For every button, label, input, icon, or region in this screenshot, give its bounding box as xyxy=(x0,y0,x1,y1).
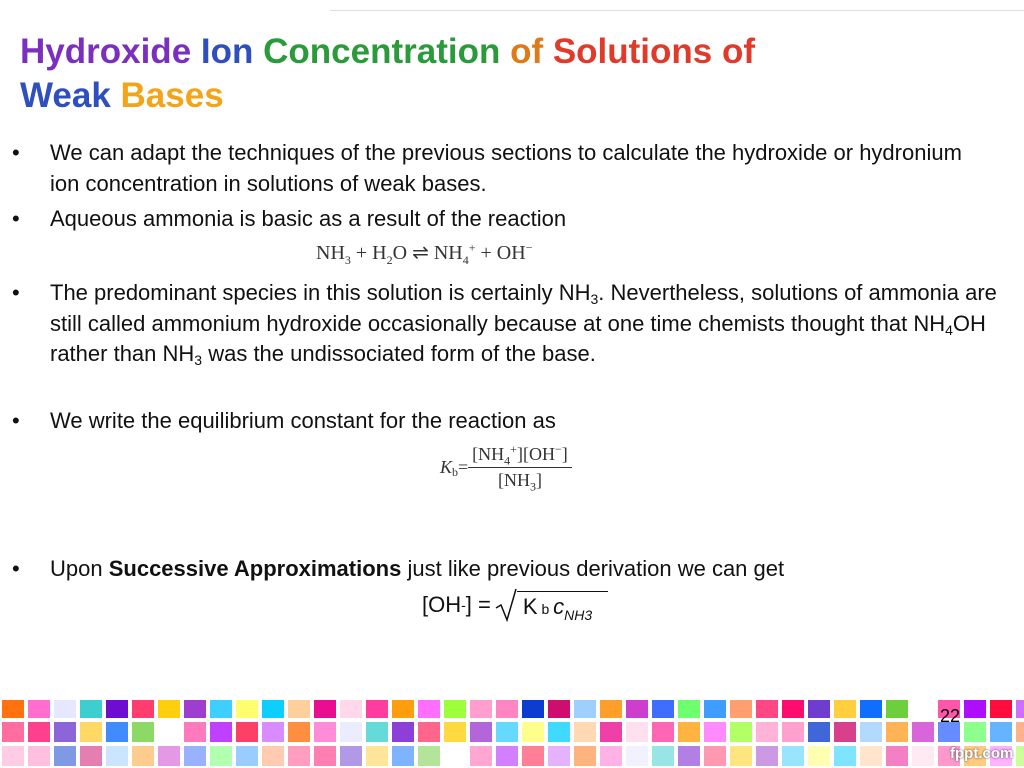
mosaic-tile xyxy=(28,722,50,742)
mosaic-tile xyxy=(444,722,466,742)
mosaic-tile xyxy=(106,722,128,742)
mosaic-tile xyxy=(964,700,986,718)
mosaic-tile xyxy=(704,746,726,766)
mosaic-tile xyxy=(912,722,934,742)
mosaic-tile xyxy=(1016,746,1024,766)
mosaic-tile xyxy=(782,722,804,742)
mosaic-tile xyxy=(314,746,336,766)
mosaic-tile xyxy=(106,746,128,766)
mosaic-tile xyxy=(314,700,336,718)
mosaic-tile xyxy=(990,700,1012,718)
mosaic-tile xyxy=(782,700,804,718)
mosaic-tile xyxy=(730,722,752,742)
mosaic-tile xyxy=(522,700,544,718)
title-word-7: Bases xyxy=(120,76,224,115)
mosaic-tile xyxy=(678,700,700,718)
mosaic-tile xyxy=(132,722,154,742)
mosaic-tile xyxy=(366,746,388,766)
mosaic-tile xyxy=(626,746,648,766)
mosaic-tile xyxy=(80,722,102,742)
mosaic-tile xyxy=(340,746,362,766)
bullet-2-text: Aqueous ammonia is basic as a result of the reaction xyxy=(50,206,567,231)
mosaic-tile xyxy=(210,746,232,766)
mosaic-tile xyxy=(678,722,700,742)
mosaic-tile xyxy=(834,746,856,766)
mosaic-tile xyxy=(418,700,440,718)
mosaic-tile xyxy=(470,722,492,742)
mosaic-tile xyxy=(366,700,388,718)
mosaic-tile xyxy=(132,746,154,766)
mosaic-tile xyxy=(288,700,310,718)
mosaic-tile xyxy=(860,700,882,718)
mosaic-tile xyxy=(80,746,102,766)
mosaic-tile xyxy=(210,700,232,718)
mosaic-tile xyxy=(2,746,24,766)
mosaic-tile xyxy=(54,700,76,718)
mosaic-tile xyxy=(574,746,596,766)
mosaic-tile xyxy=(28,746,50,766)
mosaic-tile xyxy=(54,746,76,766)
mosaic-tile xyxy=(600,746,622,766)
mosaic-tile xyxy=(158,700,180,718)
mosaic-tile xyxy=(626,722,648,742)
mosaic-tile xyxy=(236,722,258,742)
mosaic-tile xyxy=(496,746,518,766)
bullet-1-marker: • xyxy=(12,140,20,165)
title-word-3: Concentration xyxy=(263,32,511,71)
mosaic-tile xyxy=(756,700,778,718)
mosaic-tile xyxy=(288,722,310,742)
kb-fraction: $\frac{[NH_4^+][OH^-]}{[NH_3]}$ xyxy=(468,444,572,491)
mosaic-tile xyxy=(262,746,284,766)
title-word-2: Ion xyxy=(200,32,264,71)
mosaic-tile xyxy=(990,722,1012,742)
mosaic-tile xyxy=(132,700,154,718)
mosaic-tile xyxy=(28,700,50,718)
mosaic-tile xyxy=(886,746,908,766)
mosaic-tile xyxy=(886,700,908,718)
mosaic-tile xyxy=(314,722,336,742)
bullet-1-text: We can adapt the techniques of the previous sections to calculate the hydroxide or hydronium ion concentration in solutions of weak bases. xyxy=(50,140,962,196)
mosaic-tile xyxy=(184,746,206,766)
mosaic-tile xyxy=(444,700,466,718)
mosaic-tile xyxy=(184,722,206,742)
mosaic-tile xyxy=(574,700,596,718)
kb-expression: K b = $\frac{[NH_4^+][OH^-]}{[NH_3]}$ xyxy=(440,444,572,491)
mosaic-tile xyxy=(80,700,102,718)
mosaic-tile xyxy=(912,700,934,718)
mosaic-tile xyxy=(834,722,856,742)
mosaic-tile xyxy=(236,746,258,766)
mosaic-tile xyxy=(288,746,310,766)
mosaic-tile xyxy=(600,700,622,718)
mosaic-tile xyxy=(704,722,726,742)
mosaic-tile xyxy=(548,722,570,742)
mosaic-tile xyxy=(704,700,726,718)
mosaic-tile xyxy=(106,700,128,718)
mosaic-tile xyxy=(392,746,414,766)
mosaic-tile xyxy=(808,746,830,766)
bullet-2-marker: • xyxy=(12,206,20,231)
mosaic-tile xyxy=(834,700,856,718)
mosaic-tile xyxy=(158,746,180,766)
mosaic-tile xyxy=(652,700,674,718)
mosaic-tile xyxy=(1016,700,1024,718)
mosaic-tile xyxy=(236,700,258,718)
top-rule xyxy=(330,10,1024,11)
mosaic-tile xyxy=(600,722,622,742)
mosaic-tile xyxy=(340,722,362,742)
page-number: 22 xyxy=(940,706,961,726)
mosaic-tile xyxy=(522,722,544,742)
mosaic-tile xyxy=(340,700,362,718)
mosaic-tile xyxy=(912,746,934,766)
mosaic-tile xyxy=(496,722,518,742)
slide-title xyxy=(20,30,755,118)
mosaic-tile xyxy=(418,722,440,742)
mosaic-tile xyxy=(444,746,466,766)
reaction-equation: $NH_3 + H_2O$ ⇌ $NH_4^+ + OH^-$ xyxy=(316,240,533,267)
mosaic-tile xyxy=(210,722,232,742)
mosaic-tile xyxy=(860,746,882,766)
mosaic-tile xyxy=(470,746,492,766)
mosaic-tile xyxy=(782,746,804,766)
mosaic-tile xyxy=(392,722,414,742)
mosaic-tile xyxy=(366,722,388,742)
title-word-6: Weak xyxy=(20,76,121,115)
bullet-3-marker: • xyxy=(12,280,20,305)
mosaic-tile xyxy=(184,700,206,718)
mosaic-tile xyxy=(470,700,492,718)
bullet-5-marker: • xyxy=(12,556,20,581)
mosaic-tile xyxy=(626,700,648,718)
fppt-logo: fppt.com xyxy=(950,745,1014,762)
mosaic-tile xyxy=(262,700,284,718)
mosaic-tile xyxy=(548,746,570,766)
oh-formula: [OH - ] = K b $c_{NH3}$ xyxy=(422,588,608,622)
mosaic-tile xyxy=(756,722,778,742)
mosaic-tile xyxy=(262,722,284,742)
mosaic-tile xyxy=(522,746,544,766)
mosaic-tile xyxy=(2,700,24,718)
mosaic-tile xyxy=(808,700,830,718)
mosaic-tile xyxy=(158,722,180,742)
mosaic-tile xyxy=(418,746,440,766)
mosaic-tile xyxy=(1016,722,1024,742)
title-word-1: Hydroxide xyxy=(20,32,201,71)
title-word-4: of xyxy=(510,32,553,71)
mosaic-tile xyxy=(730,746,752,766)
mosaic-tile xyxy=(652,722,674,742)
mosaic-tile xyxy=(54,722,76,742)
radical-sign xyxy=(495,588,517,622)
bullet-4-marker: • xyxy=(12,408,20,433)
mosaic-tile xyxy=(392,700,414,718)
mosaic-tile xyxy=(574,722,596,742)
mosaic-tile xyxy=(548,700,570,718)
bullet-5-text: Upon Successive Approximations just like previous derivation we can get xyxy=(50,556,785,581)
bullet-4-text: We write the equilibrium constant for the reaction as xyxy=(50,408,556,433)
mosaic-tile xyxy=(886,722,908,742)
mosaic-tile xyxy=(678,746,700,766)
title-word-5: Solutions of xyxy=(552,32,756,71)
mosaic-tile xyxy=(964,722,986,742)
mosaic-tile xyxy=(756,746,778,766)
mosaic-tile xyxy=(730,700,752,718)
mosaic-tile xyxy=(860,722,882,742)
mosaic-tile xyxy=(652,746,674,766)
mosaic-tile xyxy=(2,722,24,742)
radicand: K b $c_{NH3}$ xyxy=(517,591,608,620)
mosaic-tile xyxy=(496,700,518,718)
footer-color-mosaic xyxy=(0,700,1024,768)
mosaic-tile xyxy=(808,722,830,742)
bullet-3-text: The predominant species in this solution is certainly $NH_3$. Nevertheless, solutions of ammonia are still called ammonium hydroxide occasionally because at one time chemists thought that $NH_4OH$ rather than $NH_3$ was the undissociated form of the base. xyxy=(50,280,997,368)
